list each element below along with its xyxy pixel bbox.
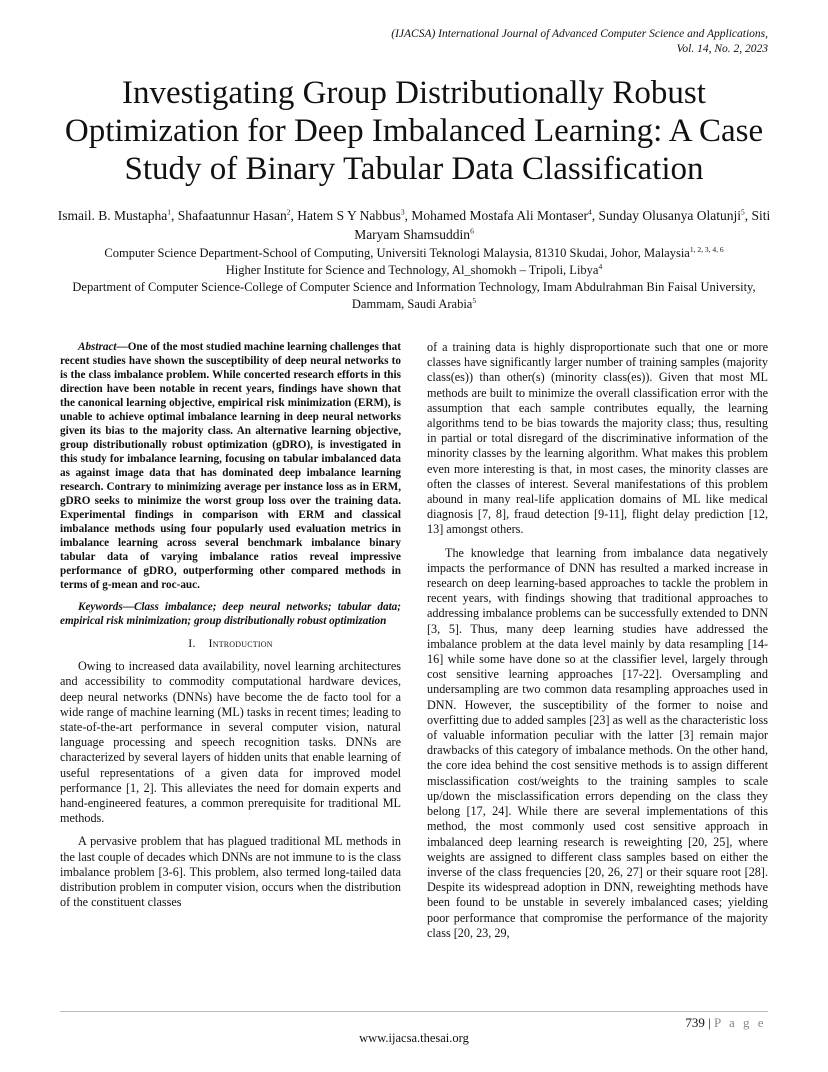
affiliation bbox=[50, 279, 778, 313]
abstract-lead: Abstract bbox=[78, 341, 117, 353]
journal-header bbox=[248, 27, 768, 57]
author-affiliation-mark: 1 bbox=[167, 207, 171, 217]
affiliation-text: Computer Science Department-School of Computing, Universiti Teknologi Malaysia, 81310 Skudai, Johor, Malaysia bbox=[104, 246, 690, 260]
author-list bbox=[55, 206, 773, 244]
author-separator: , bbox=[290, 208, 298, 223]
paper-title: Investigating Group Distributionally Robust Optimization for Deep Imbalanced Learning: A Case Study of Binary Tabular Data Classification bbox=[64, 75, 764, 187]
right-column bbox=[427, 340, 768, 941]
author-separator: , bbox=[404, 208, 412, 223]
affiliation bbox=[50, 245, 778, 262]
affiliation bbox=[50, 262, 778, 279]
affiliation-mark: 5 bbox=[472, 295, 477, 305]
author-separator: , bbox=[744, 208, 752, 223]
section-heading bbox=[60, 636, 401, 651]
left-column bbox=[60, 340, 401, 910]
author-separator: , bbox=[591, 208, 599, 223]
affiliation-mark: 1, 2, 3, 4, 6 bbox=[689, 244, 724, 254]
abstract bbox=[60, 340, 401, 592]
journal-url: www.ijacsa.thesai.org bbox=[359, 1031, 469, 1045]
author-name: Hatem S Y Nabbus bbox=[297, 208, 401, 223]
author-separator: , bbox=[170, 208, 178, 223]
section-title: Introduction bbox=[208, 636, 273, 650]
author-affiliation-mark: 3 bbox=[400, 207, 405, 217]
keywords: Keywords—Class imbalance; deep neural networks; tabular data; empirical risk minimization; group distributionally robust optimization bbox=[60, 601, 401, 627]
page-separator: | bbox=[704, 1015, 714, 1030]
affiliation-list bbox=[50, 245, 778, 313]
page-number bbox=[685, 1015, 766, 1031]
page-word: P a g e bbox=[713, 1015, 766, 1030]
author-affiliation-mark: 5 bbox=[741, 207, 745, 217]
body-paragraph: A pervasive problem that has plagued traditional ML methods in the last couple of decades which DNNs are not immune to is the class imbalance problem [3-6]. This problem, also termed long-tailed data distribution problem in computer vision, occurs when the distribution of the constituent classes bbox=[60, 834, 401, 910]
page-number-value: 739 bbox=[685, 1015, 705, 1030]
author-affiliation-mark: 2 bbox=[286, 207, 291, 217]
author-name: Siti Maryam Shamsuddin bbox=[354, 208, 771, 242]
author-name: Shafaatunnur Hasan bbox=[177, 208, 287, 223]
footer-divider bbox=[60, 1011, 768, 1012]
affiliation-mark: 4 bbox=[598, 261, 603, 271]
author-name: Ismail. B. Mustapha bbox=[57, 208, 168, 223]
affiliation-text: Higher Institute for Science and Technology, Al_shomokh – Tripoli, Libya bbox=[225, 263, 599, 277]
abstract-text: —One of the most studied machine learning challenges that recent studies have shown the susceptibility of deep neural networks to is the class imbalance problem. While concerted research efforts in this direction have been notable in recent years, findings have shown that the canonical learning objective, empirical risk minimization (ERM), is unable to achieve optimal imbalance learning in deep neural networks given its bias to the majority class. An alternative learning objective, group distributionally robust optimization (gDRO), is investigated in this study for imbalance learning, focusing on tabular imbalanced data as against image data that has dominated deep imbalance learning research. Contrary to minimizing average per instance loss as in ERM, gDRO seeks to minimize the worst group loss over the training data. Experimental findings in comparison with ERM and classical imbalance methods using four popularly used evaluation metrics in imbalance learning across several benchmark imbalance binary tabular data of varying imbalance ratios reveal impressive performance of gDRO, outperforming other compared methods in terms of g-mean and roc-auc. bbox=[60, 341, 401, 591]
journal-name: (IJACSA) International Journal of Advanced Computer Science and Applications, bbox=[391, 28, 768, 40]
author-affiliation-mark: 4 bbox=[588, 207, 592, 217]
author-name: Sunday Olusanya Olatunji bbox=[598, 208, 742, 223]
affiliation-text: Department of Computer Science-College of Computer Science and Information Technology, Imam Abdulrahman Bin Faisal University, Dammam, Saudi Arabia bbox=[72, 280, 756, 311]
body-paragraph: The knowledge that learning from imbalance data negatively impacts the performance of DNN has resulted a marked increase in research on deep learning-based approaches to tackle the problem in recent years, with findings showing that traditional approaches to addressing imbalance problems can be successfully extended to DNN [3, 5]. Thus, many deep learning studies have addressed the imbalance problem at the data level mainly by data resampling [14-16] while some have done so at the classifier level, largely through cost sensitive learning approaches [17-22]. Oversampling and undersampling are two common data resampling approaches used in DNN. However, the susceptibility of the former to noise and overfitting due to added samples [23] as well as the characteristic loss of valuable information peculiar with the latter [3] remain major drawbacks of this category of imbalance methods. On the other hand, the core idea behind the cost sensitive methods is to assign different misclassification cost/weights to the training samples to scale up/down the misclassification errors depending on the class they belong [17, 24]. While there are several implementations of this method, the most commonly used cost sensitive approach in imbalanced deep learning research is reweighting [20, 25], where weights are assigned to different class samples based on either the inverse of the class frequencies [20, 26, 27] or their square root [28]. Despite its widespread adoption in DNN, reweighting methods have been found to be unstable in severely imbalanced cases; yielding poor performance that compromise the performance of the majority class [20, 23, 29, bbox=[427, 545, 768, 940]
section-number: I. bbox=[188, 636, 196, 650]
body-paragraph: of a training data is highly disproportionate such that one or more classes have significantly larger number of training samples (majority class(es)) than other(s) (minority class(es)). Given that most ML methods are built to minimize the overall classification error with the assumption that each sample contributes equally, the learning algorithms tend to be bias towards the majority class; thus, resulting in partial or total disregard of the discriminative information of the minority classes by the learning algorithm. What makes this problem even more interesting is that, in most cases, the minority classes are often the classes of interest. Several manifestations of this problem abound in many real-life application domains of ML like medical diagnosis [7, 8], fraud detection [9-11], flight delay prediction [12, 13] amongst others. bbox=[427, 340, 768, 537]
author-name: Mohamed Mostafa Ali Montaser bbox=[411, 208, 589, 223]
author-affiliation-mark: 6 bbox=[470, 226, 474, 236]
body-paragraph: Owing to increased data availability, novel learning architectures and accessibility to commodity computational hardware devices, deep neural networks (DNNs) have become the de facto tool for a wide range of machine learning (ML) tasks in recent times; leading to state-of-the-art performance in several computer vision, natural language processing and speech recognition tasks. DNNs are characterized by several layers of hidden units that enable learning of useful representations of a given data for improved model performance [1, 2]. This alleviates the need for domain experts and hand-engineered features, a common prerequisite for traditional ML methods. bbox=[60, 659, 401, 826]
journal-volume: Vol. 14, No. 2, 2023 bbox=[676, 43, 768, 55]
